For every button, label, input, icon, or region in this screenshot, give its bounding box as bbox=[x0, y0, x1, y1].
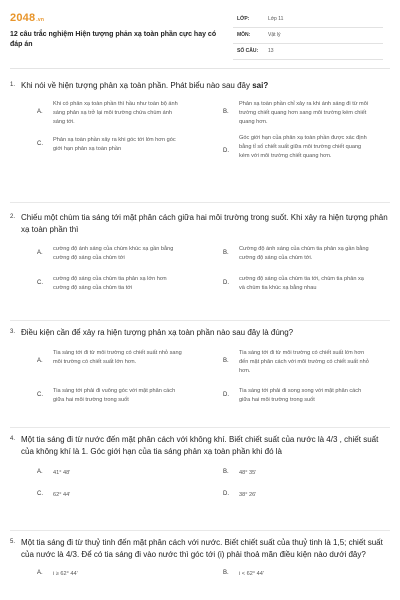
option-letter: D. bbox=[223, 280, 229, 286]
option-text: 48° 35' bbox=[239, 470, 257, 476]
question-text: Chiếu một chùm tia sáng tới mặt phân cách giữa hai môi trường trong suốt. Khi xảy ra hiện tượng phản xạ toàn phần thì bbox=[21, 213, 388, 234]
options-grid bbox=[10, 463, 390, 507]
options-grid bbox=[10, 98, 390, 182]
question-number: 1. bbox=[10, 82, 16, 88]
meta-label: SỐ CÂU: bbox=[237, 48, 259, 54]
question-text-part: Khi nói về hiện tượng phản xạ toàn phần. Phát biểu nào sau đây bbox=[21, 81, 253, 90]
question-1 bbox=[10, 80, 390, 182]
option-text: cường độ ánh sáng của chùm khúc xạ gần bằng cường độ sáng của chùm tới bbox=[53, 246, 174, 261]
option-letter: A. bbox=[37, 250, 43, 256]
option-letter: A. bbox=[37, 570, 43, 576]
options-grid bbox=[10, 241, 390, 305]
meta-table bbox=[233, 12, 383, 60]
option-letter: C. bbox=[37, 140, 43, 147]
meta-row-count bbox=[233, 44, 383, 60]
option-text: 38° 26' bbox=[239, 492, 257, 498]
option-letter: A. bbox=[37, 357, 43, 364]
question-stem bbox=[10, 434, 390, 457]
logo-suffix: .vn bbox=[36, 17, 45, 23]
document-title: 12 câu trắc nghiệm Hiện tượng phản xạ toàn phần cực hay có đáp án bbox=[10, 31, 217, 48]
question-number: 4. bbox=[10, 436, 16, 442]
option-text: 62° 44' bbox=[53, 492, 71, 498]
option-text: Phản xạ toàn phần chỉ xảy ra khi ánh sáng đi từ môi trường chiết quang hơn sang môi trường kém chiết quang hơn. bbox=[239, 100, 369, 125]
question-divider bbox=[10, 202, 390, 203]
option-text: i ≥ 62° 44' bbox=[53, 571, 78, 577]
question-stem bbox=[10, 537, 390, 560]
option-text: cường độ sáng của chùm tia tới, chùm tia phản xạ và chùm tia khúc xạ bằng nhau bbox=[239, 276, 364, 291]
option-text: Cường độ ánh sáng của chùm tia phản xạ gần bằng cường độ sáng của chùm tới. bbox=[239, 246, 369, 261]
option-letter: C. bbox=[37, 280, 43, 286]
option-text: Tia sáng tới phải đi vuông góc với mặt phân cách giữa hai môi trường trong suốt bbox=[53, 387, 176, 403]
option-letter: B. bbox=[223, 250, 229, 256]
option-text: i < 62° 44' bbox=[239, 571, 264, 577]
question-divider bbox=[10, 530, 390, 531]
option-letter: B. bbox=[223, 357, 229, 364]
option-letter: C. bbox=[37, 491, 43, 497]
option-text: Góc giới hạn của phản xạ toàn phần được xác định bằng tỉ số chiết suất giữa môi trường chiết quang kém với môi trường chiết quang hơn. bbox=[239, 134, 367, 159]
question-emphasis: sai? bbox=[252, 81, 269, 90]
option-letter: D. bbox=[223, 391, 229, 398]
option-text: Tia sáng tới đi từ môi trường có chiết suất lớn hơn đến mặt phân cách với môi trường có chiết suất nhỏ hơn. bbox=[239, 349, 369, 374]
option-letter: A. bbox=[37, 469, 43, 475]
meta-label: MÔN: bbox=[237, 32, 251, 38]
option-letter: B. bbox=[223, 570, 229, 576]
option-text: Tia sáng tới phải đi song song với mặt phân cách giữa hai môi trường trong suốt bbox=[239, 387, 362, 403]
question-text: Một tia sáng đi từ thuỷ tinh đến mặt phân cách với nước. Biết chiết suất của thuỷ tinh là 1,5; chiết suất của nước là 4/3. Để có tia sáng đi vào nước thì góc tới (i) phải thoả mãn điều kiện nào dưới đây? bbox=[21, 538, 383, 559]
question-stem bbox=[10, 327, 390, 339]
question-number: 5. bbox=[10, 539, 16, 545]
question-5 bbox=[10, 537, 390, 582]
option-text: Phản xạ toàn phần xảy ra khi góc tới lớn hơn góc giới hạn phản xạ toàn phần bbox=[53, 136, 176, 152]
question-4 bbox=[10, 434, 390, 507]
options-grid bbox=[10, 345, 390, 417]
meta-value: 13 bbox=[268, 48, 274, 54]
site-logo[interactable] bbox=[10, 12, 44, 24]
option-letter: D. bbox=[223, 147, 229, 154]
option-text: Tia sáng tới đi từ môi trường có chiết suất nhỏ sang môi trường có chiết suất lớn hơn. bbox=[53, 349, 182, 365]
option-letter: B. bbox=[223, 469, 229, 475]
option-letter: A. bbox=[37, 108, 43, 115]
meta-value: Vật lý bbox=[268, 32, 281, 38]
question-stem bbox=[10, 80, 390, 92]
option-letter: C. bbox=[37, 391, 43, 398]
options-grid bbox=[10, 566, 390, 582]
question-text: Một tia sáng đi từ nước đến mặt phân cách với không khí. Biết chiết suất của nước là 4/3 , chiết suất của không khí là 1. Góc giới hạn của tia sáng phản xạ toàn phần khi đó là bbox=[21, 435, 379, 456]
question-divider bbox=[10, 320, 390, 321]
meta-row-class bbox=[233, 12, 383, 28]
meta-row-subject bbox=[233, 28, 383, 44]
question-2 bbox=[10, 212, 390, 305]
option-letter: D. bbox=[223, 491, 229, 497]
header-divider bbox=[10, 68, 390, 69]
document-header bbox=[10, 12, 390, 62]
question-3 bbox=[10, 327, 390, 417]
meta-value: Lớp 11 bbox=[268, 16, 284, 22]
meta-label: LỚP: bbox=[237, 16, 250, 22]
question-number: 2. bbox=[10, 214, 16, 220]
question-text: Điều kiện cần để xảy ra hiện tượng phản xạ toàn phần nào sau đây là đúng? bbox=[21, 328, 294, 337]
question-text bbox=[21, 81, 268, 90]
option-text: Khi có phản xạ toàn phần thì hầu như toàn bộ ánh sáng phản xạ trở lại môi trường chứa chùm ánh sáng tới. bbox=[53, 100, 178, 125]
option-text: cường độ sáng của chùm tia phản xạ lớn hơn cường độ sáng của chùm tia tới bbox=[53, 276, 167, 291]
option-text: 41° 48' bbox=[53, 470, 71, 476]
question-divider bbox=[10, 427, 390, 428]
question-stem bbox=[10, 212, 390, 235]
option-letter: B. bbox=[223, 108, 229, 115]
logo-main: 2048 bbox=[10, 12, 36, 24]
question-number: 3. bbox=[10, 329, 16, 335]
